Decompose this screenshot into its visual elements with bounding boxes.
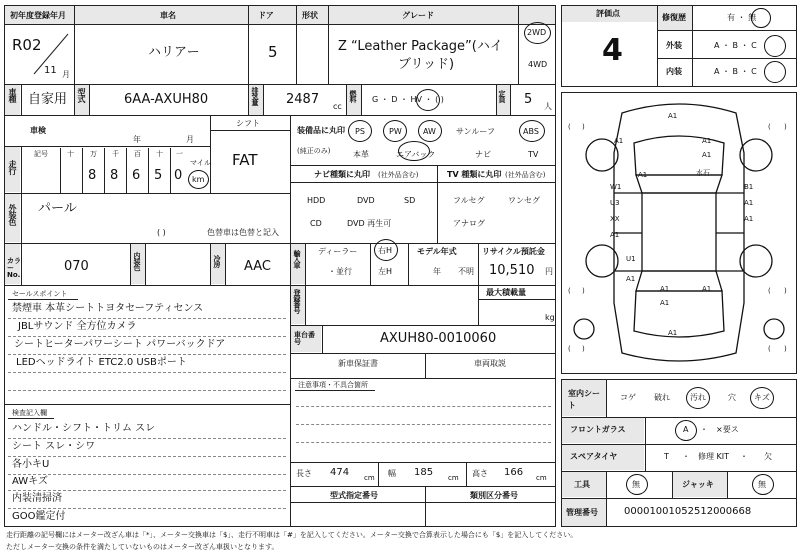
length-label: 長さ	[296, 469, 312, 478]
spare-opt-2: 修理 KIT	[698, 452, 730, 461]
mark-a1-lower2: A1	[660, 285, 670, 293]
tools-label: 工具	[574, 480, 590, 489]
warranty-label: 新車保証書	[338, 359, 378, 368]
mark-a1-r3: A1	[744, 199, 754, 207]
sales-line-0: 禁煙車 本革シートトヨタセーフティセンス	[12, 303, 204, 314]
mark-a1-left: A1	[614, 137, 624, 145]
mark-a1-bottom: A1	[668, 329, 678, 337]
svg-text:): )	[582, 287, 585, 295]
navi-header: ナビ種類に丸印	[314, 170, 370, 179]
first-reg-label: 初年度登録年月	[10, 11, 66, 20]
svg-text:(: (	[568, 123, 571, 131]
mark-u1: U1	[626, 255, 636, 263]
shape-label: 形状	[302, 11, 318, 20]
svg-text:(: (	[768, 345, 771, 353]
windshield-opt-1: ・	[700, 425, 708, 434]
color-label: 外装色	[8, 204, 17, 225]
mileage-digit-1: 8	[88, 168, 97, 183]
sales-line-1: JBLサウンド 全方位カメラ	[18, 321, 137, 332]
svg-text:): )	[582, 345, 585, 353]
inspector-label: 検査記入欄	[12, 409, 47, 417]
mark-a1-lower3: A1	[702, 285, 712, 293]
width-value: 185	[414, 467, 434, 478]
equipment-label: 装備品に丸印	[297, 126, 345, 135]
tv-header: TV 種類に丸印	[447, 170, 502, 179]
door-label: ドア	[258, 11, 274, 20]
sheet-opt-4: キズ	[754, 393, 770, 402]
mark-u3: U3	[610, 199, 620, 207]
max-load-label: 最大積載量	[486, 288, 526, 297]
fuel-hv-circle	[416, 89, 440, 111]
mileage-unit: km	[192, 175, 205, 184]
model-label: 型式	[77, 88, 86, 102]
recycle-unit: 円	[545, 267, 553, 276]
exterior-c-circle	[764, 35, 786, 57]
windshield-label: フロントガラス	[570, 425, 626, 434]
interior-c-circle	[764, 61, 786, 83]
interior-sheet-label: 室内シート	[568, 389, 600, 410]
model-year-unit: 年	[433, 267, 441, 276]
notes-label: 注意事項・不具合箇所	[298, 381, 368, 389]
repair-none-circle	[751, 8, 771, 28]
drive-4wd: 4WD	[528, 60, 548, 69]
shift-label: シフト	[236, 119, 260, 128]
first-reg-month: 11	[44, 65, 57, 76]
inspector-line-2: 各小キU	[12, 459, 50, 470]
mark-a1-lower1: A1	[626, 275, 636, 283]
tv-header-sub: (社外品含む)	[505, 171, 546, 179]
length-unit: cm	[364, 474, 375, 482]
equipment-label-sub: (純正のみ)	[297, 147, 331, 155]
digit-h4: 十	[156, 150, 163, 158]
mark-w1: W1	[610, 183, 622, 191]
shift-value: FAT	[232, 151, 258, 169]
eq-sunroof: サンルーフ	[456, 127, 495, 136]
windshield-opt-2: ×要ス	[716, 425, 739, 434]
model-year-value: 不明	[458, 267, 474, 276]
mark-b1: B1	[744, 183, 754, 191]
eq-abs: ABS	[523, 127, 539, 136]
windshield-opt-0: A	[683, 425, 689, 434]
model-year-label: モデル年式	[417, 247, 457, 256]
fuel-label: 燃料	[349, 90, 357, 102]
mileage-digit-3: 6	[132, 168, 141, 183]
height-label: 高さ	[472, 469, 488, 478]
door-count: 5	[268, 43, 278, 61]
jack-label: ジャッキ	[682, 480, 714, 489]
inspector-line-1: シート スレ・シワ	[12, 441, 96, 452]
car-name-label: 車名	[160, 11, 176, 20]
inspector-line-5: GOO鑑定付	[12, 511, 66, 522]
navi-dvd: DVD	[357, 196, 375, 205]
drive-2wd: 2WD	[527, 28, 547, 37]
sheet-opt-0: コゲ	[620, 393, 636, 402]
import-dealer: ディーラー	[318, 247, 358, 256]
grade-line1: Z “Leather Package”(ハイ	[338, 39, 503, 54]
length-value: 474	[330, 467, 350, 478]
class-label: 類別区分番号	[470, 491, 518, 500]
score-value: 4	[602, 33, 623, 68]
ac-label: 冷房	[213, 255, 221, 267]
usage-value: 自家用	[28, 92, 68, 107]
sheet-opt-2: 汚れ	[690, 393, 706, 402]
usage-label: 車種	[8, 88, 17, 102]
svg-text:): )	[784, 345, 787, 353]
displacement-value: 2487	[286, 92, 320, 107]
repair-options: 有 ・ 無	[727, 13, 757, 22]
svg-text:): )	[582, 123, 585, 131]
tools-value: 無	[632, 480, 640, 489]
inspector-line-4: 内装清掃済	[12, 493, 62, 504]
navi-header-sub: (社外品含む)	[378, 171, 419, 179]
recycle-label: リサイクル預託金	[482, 247, 545, 256]
manual-label: 車両取説	[474, 359, 506, 368]
digit-h1: 万	[90, 150, 97, 158]
svg-text:(: (	[568, 345, 571, 353]
car-name: ハリアー	[148, 45, 200, 60]
mark-xx: XX	[610, 215, 620, 223]
svg-text:(: (	[768, 123, 771, 131]
exterior-label: 外装	[666, 41, 682, 50]
mileage-digit-2: 8	[110, 168, 119, 183]
spare-opt-1: ・	[682, 452, 690, 461]
eq-pw: PW	[389, 127, 402, 136]
header-shade	[5, 6, 555, 24]
inspection-year-unit: 年	[133, 135, 141, 144]
spare-label: スペアタイヤ	[570, 452, 618, 461]
grade-label: グレード	[402, 11, 434, 20]
first-reg-month-unit: 月	[62, 70, 70, 79]
color-note: 色替車は色替と記入	[207, 228, 279, 237]
eq-ps: PS	[355, 127, 365, 136]
navi-dvd-play: DVD 再生可	[347, 219, 392, 228]
eq-leather: 本革	[353, 150, 369, 159]
mark-a1-mid-r2: A1	[702, 151, 712, 159]
displacement-unit: cc	[333, 102, 342, 111]
management-value: 00001001052512000668	[624, 506, 752, 517]
sales-line-3: LEDヘッドライト ETC2.0 USBポート	[16, 357, 187, 368]
mark-a1-center: A1	[638, 171, 648, 179]
digit-h2: 千	[112, 150, 119, 158]
color-note-paren: ( )	[157, 228, 166, 237]
tv-analog: アナログ	[453, 219, 485, 228]
interior-color-label: 内装色	[133, 252, 141, 270]
eq-airbag: エアバック	[396, 150, 436, 159]
height-value: 166	[504, 467, 524, 478]
inspection-label: 車検	[30, 126, 46, 135]
exterior-options: A ・ B ・ C	[714, 41, 757, 50]
inspector-line-3: AWキズ	[12, 476, 48, 487]
navi-sd: SD	[404, 196, 416, 205]
interior-label: 内装	[666, 67, 682, 76]
repair-label: 修復歴	[662, 13, 686, 22]
svg-text:(: (	[768, 287, 771, 295]
recycle-value: 10,510	[489, 263, 535, 278]
fuel-options: G ・ D ・ HV ・ ( )	[372, 95, 444, 104]
import-label: 輸入車	[293, 250, 301, 268]
width-label: 幅	[388, 469, 396, 478]
reg-no-label: 登録番号	[293, 289, 301, 313]
capacity-value: 5	[524, 92, 533, 107]
colorno-label: カラーNo.	[7, 257, 21, 279]
height-unit: cm	[536, 474, 547, 482]
mark-a1-left3: A1	[610, 231, 620, 239]
svg-text:): )	[784, 123, 787, 131]
inspection-month-unit: 月	[186, 135, 194, 144]
digit-h3: 百	[134, 150, 141, 158]
ac-value: AAC	[244, 259, 271, 274]
mark-hood: 水石	[696, 169, 710, 177]
grade-line2: ブリッド)	[398, 57, 455, 72]
mileage-label: 走行	[8, 160, 17, 174]
type-cert-label: 型式指定番号	[330, 491, 378, 500]
digit-h0: 十	[67, 150, 74, 158]
handle-left: 左H	[378, 267, 393, 276]
displacement-label: 排気量	[251, 87, 259, 105]
color-value: パール	[38, 201, 77, 216]
mark-a1-lower4: A1	[660, 299, 670, 307]
sheet-opt-3: 穴	[728, 393, 736, 402]
mileage-digit-4: 5	[154, 168, 163, 183]
svg-text:): )	[784, 287, 787, 295]
spare-opt-3: ・	[740, 452, 748, 461]
mark-a1-r4: A1	[744, 215, 754, 223]
score-label: 評価点	[596, 9, 620, 18]
tv-fullseg: フルセグ	[453, 196, 485, 205]
tv-oneseg: ワンセグ	[508, 196, 540, 205]
handle-right: 右H	[378, 246, 393, 255]
inspector-line-0: ハンドル・シフト・トリム スレ	[12, 423, 156, 434]
capacity-unit: 人	[544, 102, 552, 111]
colorno-value: 070	[64, 259, 89, 274]
management-label: 管理番号	[566, 508, 598, 517]
mileage-sub-label: 記号	[34, 150, 48, 158]
chassis-value: AXUH80-0010060	[380, 331, 497, 346]
svg-text:(: (	[568, 287, 571, 295]
capacity-label: 定員	[498, 90, 506, 102]
mark-a1-top: A1	[668, 112, 678, 120]
import-parallel: ・並行	[328, 267, 352, 276]
footer-line1: 走行距離の記号欄にはメーター改ざん車は「*」、メーター交換車は「$」、走行不明車は「#」を記入してください。メーター交換で合算表示した場合にも「$」を記入してください。	[6, 531, 578, 539]
chassis-label: 車台番号	[294, 331, 315, 346]
sheet-opt-1: 破れ	[654, 393, 670, 402]
spare-opt-4: 欠	[764, 452, 772, 461]
first-reg-year: R02	[12, 36, 42, 54]
model-value: 6AA-AXUH80	[124, 92, 209, 107]
width-unit: cm	[448, 474, 459, 482]
jack-value: 無	[758, 480, 766, 489]
eq-aw: AW	[423, 127, 436, 136]
interior-options: A ・ B ・ C	[714, 67, 757, 76]
navi-hdd: HDD	[307, 196, 326, 205]
mileage-unit-label: マイル	[190, 159, 211, 167]
eq-navi: ナビ	[475, 150, 491, 159]
mark-a1-mid-r: A1	[702, 137, 712, 145]
spare-opt-0: T	[664, 452, 669, 461]
footer-line2: ただしメーター交換の条件を満たしていないものはメーター改ざん車扱いとなります。	[6, 543, 279, 551]
digit-h5: 一	[176, 150, 183, 158]
car-diagram	[562, 93, 796, 373]
max-load-unit: kg	[545, 313, 555, 322]
mileage-digit-5: 0	[174, 168, 183, 183]
navi-cd: CD	[310, 219, 322, 228]
sales-point-label: セールスポイント	[12, 290, 68, 298]
eq-tv: TV	[528, 150, 539, 159]
sales-line-2: シートヒーターパワーシート パワーバックドア	[14, 339, 226, 350]
